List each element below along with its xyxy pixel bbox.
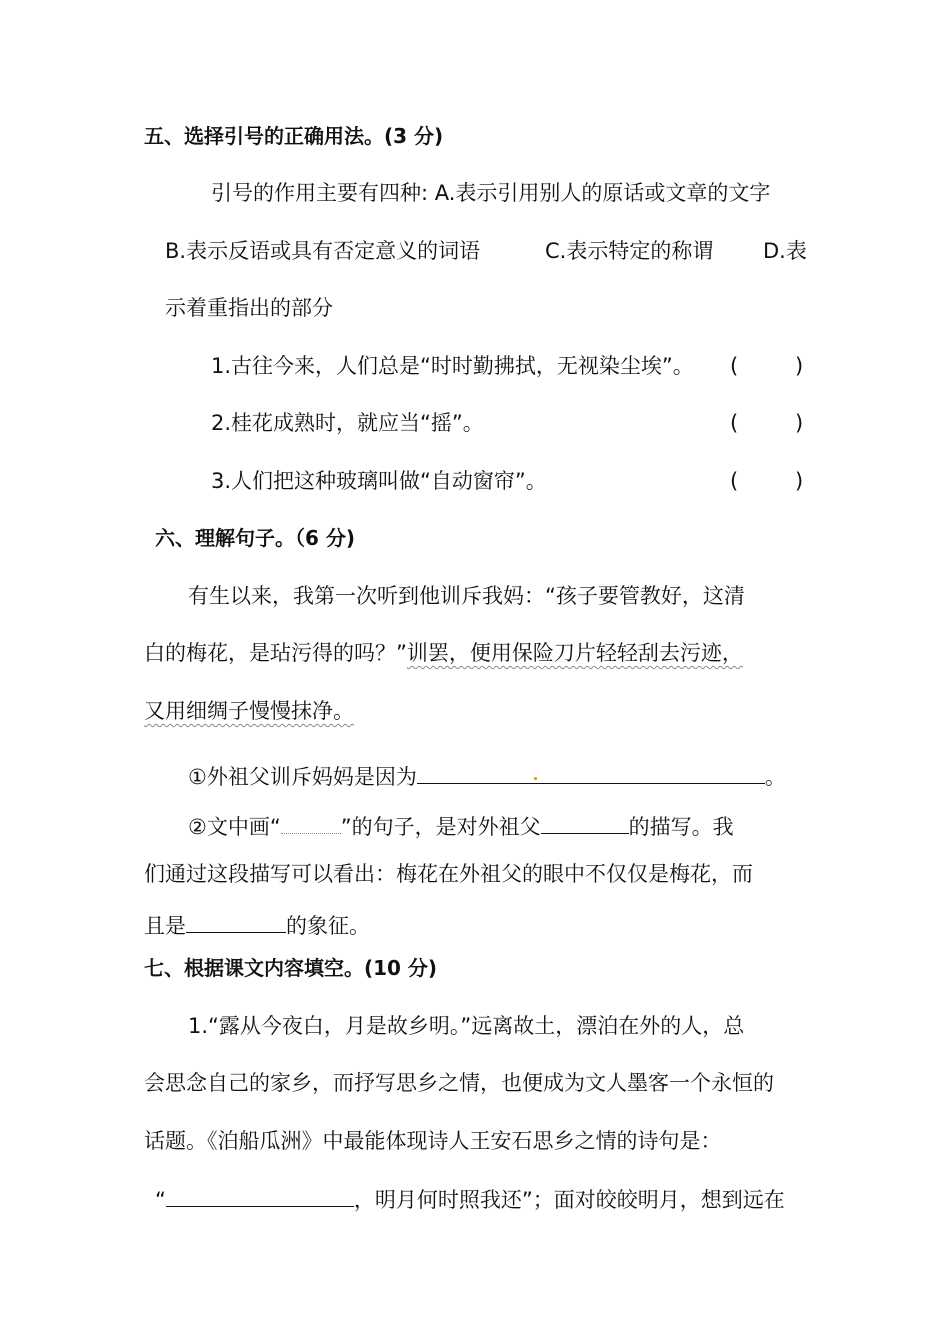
answer-paren-close-1: ) [795, 354, 804, 378]
q2-mid: ”的句子，是对外祖父 [340, 815, 541, 839]
answer-paren-open-2: ( [730, 411, 739, 435]
answer-paren-close-2: ) [795, 411, 804, 435]
section5-item-1: 1.古往今来，人们总是“时时勤拂拭，无视染尘埃”。 [211, 354, 694, 378]
answer-paren-close-3: ) [795, 469, 804, 493]
section6-para-line2-plain: 白的梅花，是玷污得的吗？” [144, 641, 407, 665]
section6-question-1 [188, 761, 786, 791]
section6-para-line1: 有生以来，我第一次听到他训斥我妈：“孩子要管教好，这清 [188, 584, 745, 608]
section5-intro-c: C.表示特定的称谓 [545, 239, 714, 263]
line4-suffix: ，明月何时照我还”；面对皎皎明月，想到远在 [353, 1188, 785, 1212]
line4-prefix: “ [155, 1188, 166, 1212]
q1-answer-blank[interactable] [417, 761, 765, 784]
section5-intro-d: D.表 [763, 239, 807, 263]
q2-line3-suffix: 的象征。 [286, 914, 370, 938]
section5-item-2: 2.桂花成熟时，就应当“摇”。 [211, 411, 484, 435]
q2-wavy-sample [281, 811, 341, 834]
q2-line3-prefix: 且是 [144, 914, 186, 938]
section6-para-line3-wavy: 又用细绸子慢慢抹净。 [144, 699, 354, 723]
answer-paren-open-1: ( [730, 354, 739, 378]
poem-answer-blank[interactable] [166, 1184, 354, 1207]
section7-line1: 1.“露从今夜白，月是故乡明。”远离故土，漂泊在外的人，总 [188, 1014, 745, 1038]
section5-title: 五、选择引号的正确用法。(3 分) [144, 124, 444, 148]
section5-intro-line3: 示着重指出的部分 [165, 296, 333, 320]
section6-question-2-line3 [144, 910, 370, 940]
q1-suffix: 。 [764, 765, 786, 789]
section7-line2: 会思念自己的家乡，而抒写思乡之情，也便成为文人墨客一个永恒的 [144, 1071, 774, 1095]
q2-prefix: ②文中画“ [188, 815, 281, 839]
q2-answer-blank-1[interactable] [541, 811, 629, 834]
section7-title: 七、根据课文内容填空。(10 分) [144, 956, 438, 980]
q2-suffix: 的描写。我 [628, 815, 734, 839]
section6-title: 六、理解句子。（6 分) [155, 526, 356, 550]
mark-dot [534, 777, 537, 780]
section6-question-2-line2: 们通过这段描写可以看出：梅花在外祖父的眼中不仅仅是梅花，而 [144, 862, 753, 886]
answer-paren-open-3: ( [730, 469, 739, 493]
section6-para-line2-wavy: 训罢，便用保险刀片轻轻刮去污迹， [406, 641, 743, 665]
q2-answer-blank-2[interactable] [186, 910, 286, 933]
section7-line3: 话题。《泊船瓜洲》中最能体现诗人王安石思乡之情的诗句是： [144, 1129, 722, 1153]
section5-item-3: 3.人们把这种玻璃叫做“自动窗帘”。 [211, 469, 547, 493]
section5-intro-line1: 引号的作用主要有四种: A.表示引用别人的原话或文章的文字 [211, 181, 771, 205]
section6-question-2 [188, 811, 734, 841]
section5-intro-b: B.表示反语或具有否定意义的词语 [165, 239, 481, 263]
section7-line4 [155, 1184, 785, 1214]
section6-para-line3 [144, 697, 354, 725]
section6-para-line2 [144, 639, 743, 667]
q1-prefix: ①外祖父训斥妈妈是因为 [188, 765, 417, 789]
